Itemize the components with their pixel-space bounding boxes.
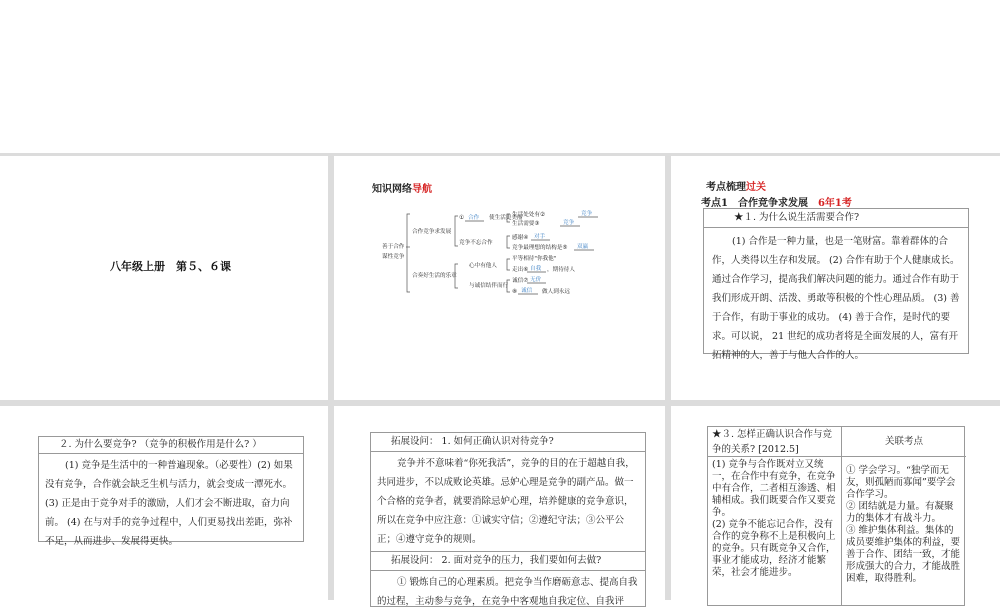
mind-b1a-r1: 生活处处有② xyxy=(512,212,545,218)
exam-point-label: 考点1 合作竞争求发展 xyxy=(701,198,818,209)
mind-b1a-r2: 生活需要③ xyxy=(512,221,540,227)
section-heading xyxy=(706,178,766,193)
heading-black: 考点梳理 xyxy=(706,182,746,193)
mind-b2b-r1-fill: 无价 xyxy=(530,277,542,283)
mind-b1a-r2-fill: 竞争 xyxy=(563,220,575,226)
slide-heading: 八年级上册 第５、６课 xyxy=(110,260,231,273)
slide-title[interactable] xyxy=(0,156,328,400)
heading-red: 导航 xyxy=(412,184,432,195)
mind-b2b-r1: 诚信⑦ xyxy=(512,278,529,284)
slide-extension-questions[interactable] xyxy=(334,406,665,607)
mind-branch2: 合奏好生活的乐章 xyxy=(412,273,457,279)
related-points-header: 关联考点 xyxy=(842,427,966,457)
mind-b1a-num: ① xyxy=(459,215,465,221)
mind-branch1: 合作竞争求发展 xyxy=(412,229,452,235)
blank-header-area xyxy=(0,0,1000,153)
related-points-text: ① 学会学习。“独学而无友，则孤陋而寡闻”要学会合作学习。 ② 团结就是力量。有凝聚力的集体才有战斗力。 ③ 维护集体利益。集体的成员要维护集体的利益，要善于合作、团结一致，才能形成强大的合力，才能战胜困难，取得胜利。 xyxy=(846,465,961,584)
mind-b2b-r2-tail: 做人到永远 xyxy=(542,289,570,295)
slide-exam-point-1[interactable] xyxy=(671,156,1000,400)
mind-b2b-r2-num: ⑧ xyxy=(512,289,518,295)
mind-root-1: 善于合作 xyxy=(382,244,405,250)
mind-b1b-r2: 竞争最理想的结构是⑤ xyxy=(512,245,568,251)
heading-red: 过关 xyxy=(746,182,766,193)
mind-b1a-fill: 合作 xyxy=(468,215,480,221)
answer-text: (1) 竞争是生活中的一种普遍现象。（必要性）(2) 如果没有竞争，合作就会缺乏生机与活力，就会变成一潭死水。 (3) 正是由于竞争对手的激励，人们才会不断进取，奋力向前。 (4) 在与对手的竞争过程中，人们更易找出差距，弥补不足，从而进步、发展得更快。 xyxy=(45,460,293,547)
question-header: ★３. 怎样正确认识合作与竞争的关系? [2012.5] xyxy=(708,427,841,457)
mind-root-2: 谋性竞争 xyxy=(382,254,405,260)
left-column xyxy=(708,427,842,605)
mind-b1b: 竞争不忘合作 xyxy=(459,240,493,246)
mind-b2a-r2-tail: ，期待待人 xyxy=(547,267,575,273)
question-row: ２. 为什么要竞争? （竞争的积极作用是什么? ） xyxy=(39,437,303,454)
question-row-2: 拓展设问： 2. 面对竞争的压力，我们要如何去做? xyxy=(371,552,645,571)
mind-b1b-r2-fill: 双赢 xyxy=(577,244,589,250)
mind-b2a-r1: 平等相待"你我他" xyxy=(512,256,557,262)
slide-why-compete[interactable] xyxy=(0,406,328,600)
mind-b1a-r1-fill: 竞争 xyxy=(581,211,593,217)
exam-frequency: 6年1考 xyxy=(817,198,852,209)
mind-b1b-r1-fill: 对手 xyxy=(534,234,546,240)
answer-text-1: 竞争并不意味着“你死我活”，竞争的目的在于超越自我，共同进步，不以成败论英雄。忌妒心理是竞争的副产品。做一个合格的竞争者，就要消除忌妒心理，培养健康的竞争意识，所以在竞争中应注意：①诚实守信；②遵纪守法；③公平公正；④遵守竞争的规则。 xyxy=(371,452,645,552)
question-row-1: 拓展设问： 1. 如何正确认识对待竞争? xyxy=(371,433,645,452)
mind-b2a-r2-fill: 自我 xyxy=(530,266,542,272)
mind-b2b: 与诚信结伴而行 xyxy=(469,283,509,289)
exam-point-title xyxy=(701,194,852,209)
left-answer: (1) 竞争与合作既对立又统一，在合作中有竞争，在竞争中有合作，二者相互渗透、相辅相成。我们既要合作又要竞争。 (2) 竞争不能忘记合作，没有合作的竞争称不上是积极向上的竞争。只有既竞争又合作，事业才能成功，经济才能繁荣，社会才能进步。 xyxy=(712,459,836,578)
mind-b2a: 心中有他人 xyxy=(469,263,497,269)
mind-b1b-r1: 感谢④ xyxy=(512,235,529,241)
right-column xyxy=(842,427,966,605)
slide-knowledge-map[interactable] xyxy=(334,156,665,400)
question-row: ★１. 为什么说生活需要合作? xyxy=(704,209,968,228)
answer-text-2: ① 锻炼自己的心理素质。把竞争当作磨砺意志、提高自我的过程，主动参与竞争，在竞争中客观地自我定位、自我评 xyxy=(377,577,638,607)
qa-table xyxy=(38,436,304,547)
heading-black: 知识网络 xyxy=(372,184,412,195)
qa-table xyxy=(703,208,969,361)
slide-cooperation-competition[interactable] xyxy=(671,406,1000,600)
mind-map xyxy=(334,156,665,400)
two-column-table xyxy=(707,426,965,606)
mind-b1a-text: 使生活更美丽 xyxy=(489,215,523,221)
qa-table xyxy=(370,432,646,607)
mind-b2a-r2: 走出⑥ xyxy=(512,267,529,273)
answer-text: (1) 合作是一种力量，也是一笔财富。靠着群体的合作，人类得以生存和发展。 (2) 合作有助于个人健康成长。通过合作学习，提高我们解决问题的能力。通过合作有助于我们形成开朗、活泼、勇敢等积极的个性心理品质。 (3) 善于合作，有助于事业的成功。 (4) 善于合作，是时代的要求。可以说， 21 世纪的成功者将是全面发展的人，富有开拓精神的人，善于与他人合作的人。 xyxy=(712,236,960,361)
mind-b2b-r2-fill: 诚信 xyxy=(521,288,533,294)
